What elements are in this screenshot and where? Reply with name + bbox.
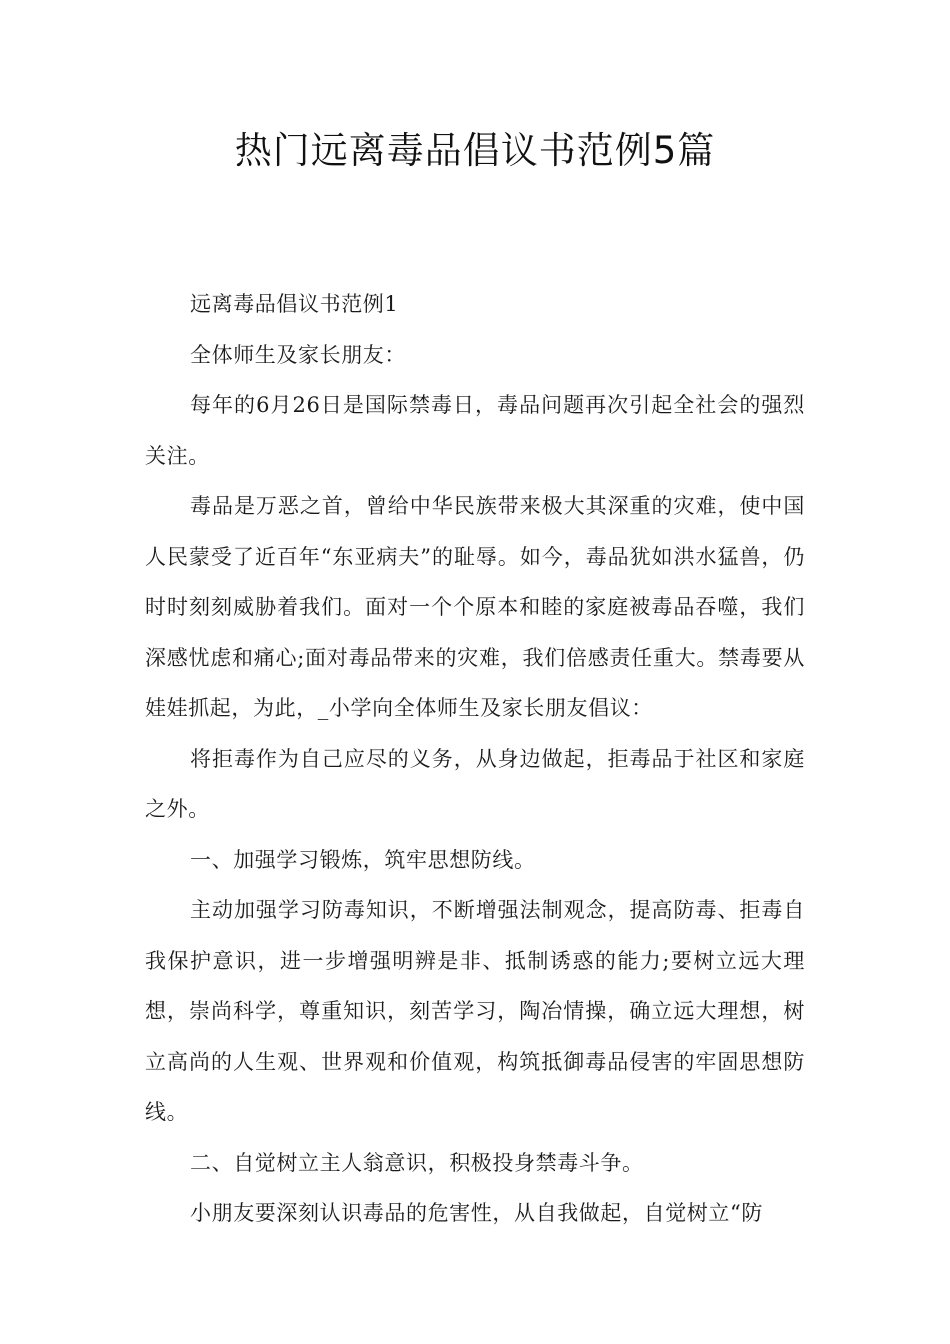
paragraph: 每年的6月26日是国际禁毒日，毒品问题再次引起全社会的强烈关注。 <box>145 393 805 468</box>
paragraph: 小朋友要深刻认识毒品的危害性，从自我做起，自觉树立“防 <box>190 1201 763 1225</box>
paragraph: 主动加强学习防毒知识，不断增强法制观念，提高防毒、拒毒自我保护意识，进一步增强明辨是非、抵制诱惑的能力;要树立远大理想，崇尚科学，尊重知识，刻苦学习，陶冶情操，确立远大理想，树立高尚的人生观、世界观和价值观，构筑抵御毒品侵害的牢固思想防线。 <box>145 898 805 1124</box>
section-heading: 远离毒品倡议书范例1 <box>190 292 399 316</box>
document-body <box>145 279 805 1239</box>
salutation: 全体师生及家长朋友： <box>190 342 406 367</box>
point-heading: 二、自觉树立主人翁意识，积极投身禁毒斗争。 <box>190 1150 644 1175</box>
point-heading: 一、加强学习锻炼，筑牢思想防线。 <box>190 847 536 872</box>
paragraph: 毒品是万恶之首，曾给中华民族带来极大其深重的灾难，使中国人民蒙受了近百年“东亚病夫”的耻辱。如今，毒品犹如洪水猛兽，仍时时刻刻威胁着我们。面对一个个原本和睦的家庭被毒品吞噬，我们深感忧虑和痛心;面对毒品带来的灾难，我们倍感责任重大。禁毒要从娃娃抓起，为此，_小学向全体师生及家长朋友倡议： <box>145 494 805 720</box>
paragraph: 将拒毒作为自己应尽的义务，从身边做起，拒毒品于社区和家庭之外。 <box>145 746 805 821</box>
document-title: 热门远离毒品倡议书范例5篇 <box>234 129 716 172</box>
